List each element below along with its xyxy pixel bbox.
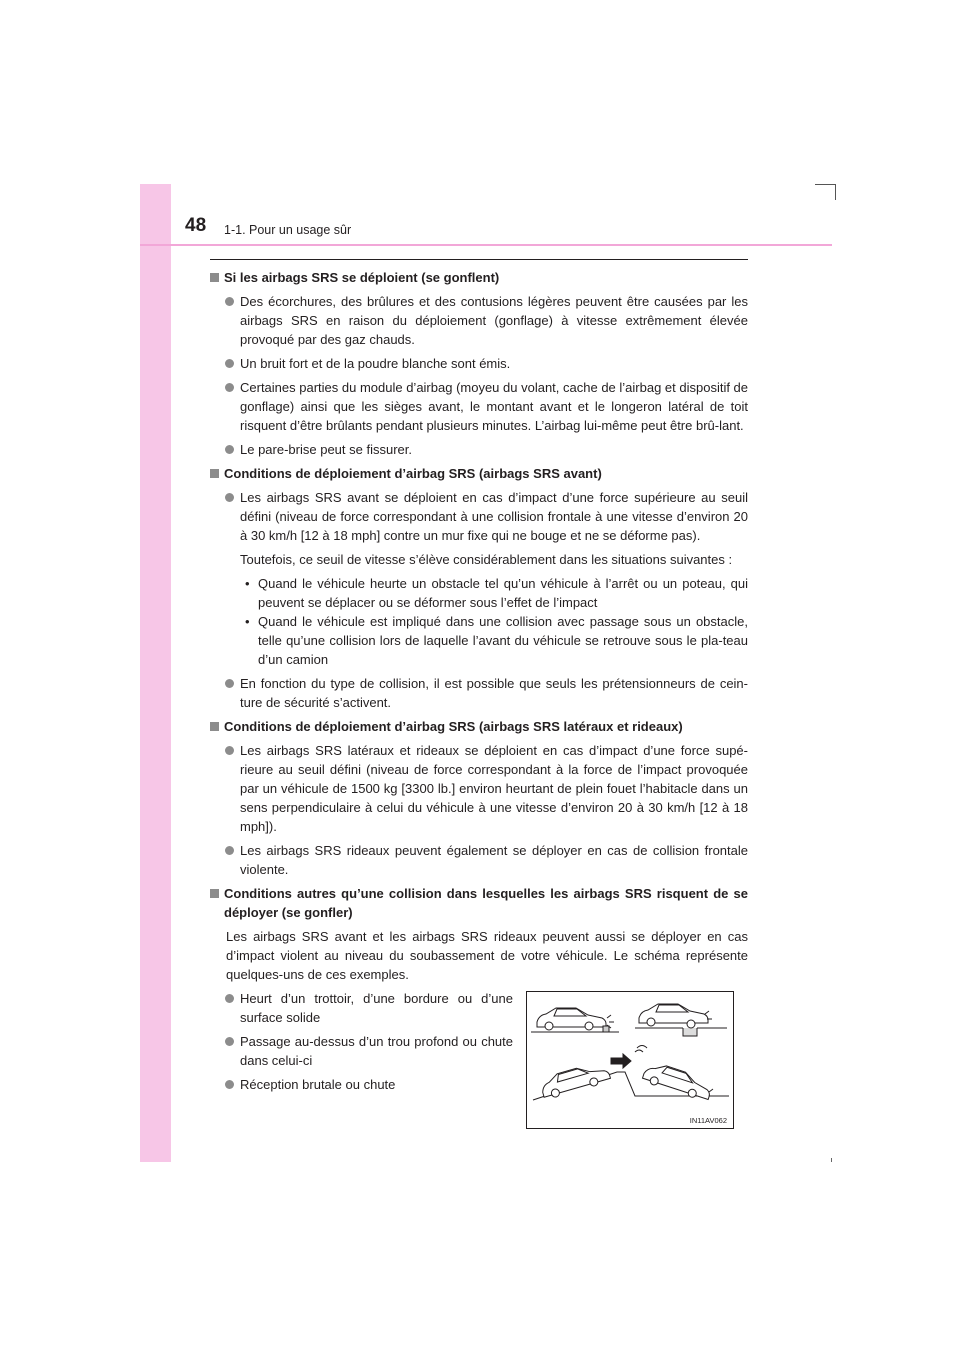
list-item: Les airbags SRS latéraux et rideaux se déploient en cas d’impact d’une force supé-rieure au seuil défini (niveau de force correspondant à la force de l’impact provoquée par un véhicule de 1500 kg [3300 lb.] environ heurtant de plein fouet l’habitacle dans un sens perpendiculaire à celui du véhicule à une vitesse d’environ 20 à 30 km/h [12 à 18 mph]). xyxy=(210,741,748,836)
circle-bullet-icon xyxy=(225,297,234,306)
list-item: En fonction du type de collision, il est possible que seuls les prétensionneurs de cein-ture de sécurité s’activent. xyxy=(210,674,748,712)
crop-mark xyxy=(815,184,835,185)
page-content xyxy=(210,268,748,1149)
list-item: Les airbags SRS rideaux peuvent également se déployer en cas de collision frontale violente. xyxy=(210,841,748,879)
section-heading: Si les airbags SRS se déploient (se gonflent) xyxy=(210,268,748,287)
circle-bullet-icon xyxy=(225,679,234,688)
square-bullet-icon xyxy=(210,722,219,731)
circle-bullet-icon xyxy=(225,445,234,454)
section-heading: Conditions autres qu’une collision dans lesquelles les airbags SRS risquent de se déployer (se gonfler) xyxy=(210,884,748,922)
circle-bullet-icon xyxy=(225,1037,234,1046)
circle-bullet-icon xyxy=(225,846,234,855)
list-item: Réception brutale ou chute xyxy=(210,1075,513,1094)
illustrated-list xyxy=(210,989,748,1149)
page-side-tab xyxy=(140,184,171,1162)
circle-bullet-icon xyxy=(225,383,234,392)
section-title: 1-1. Pour un usage sûr xyxy=(224,223,352,237)
list-item: Certaines parties du module d’airbag (moyeu du volant, cache de l’airbag et dispositif de gonflage) ainsi que les sièges avant, le montant avant et le longeron latéral de toit risquent d’être brûlants pendant plusieurs minutes. L’airbag lui-même peut être brû-lant. xyxy=(210,378,748,435)
list-item: Les airbags SRS avant se déploient en cas d’impact d’une force supérieure au seuil défini (niveau de force correspondant à une collision frontale à une vitesse d’environ 20 à 30 km/h [12 à 18 mph] contre un mur fixe qui ne bouge et ne se déforme pas). xyxy=(210,488,748,545)
example-list xyxy=(210,989,513,1094)
list-item: Des écorchures, des brûlures et des contusions légères peuvent être causées par les airbags SRS en raison du déploiement (gonflage) à vitesse extrêmement élevée provoqué par des gaz chauds. xyxy=(210,292,748,349)
circle-bullet-icon xyxy=(225,359,234,368)
sub-list-item: • Quand le véhicule est impliqué dans une collision avec passage sous un obstacle, telle qu’une collision lors de laquelle l’avant du véhicule se retrouve sous le pla-teau d’un camion xyxy=(245,614,748,667)
car-impact-drawing xyxy=(527,992,733,1128)
crop-mark xyxy=(835,184,836,200)
car-curb-icon xyxy=(531,1008,619,1032)
section-heading: Conditions de déploiement d’airbag SRS (airbags SRS latéraux et rideaux) xyxy=(210,717,748,736)
circle-bullet-icon xyxy=(225,746,234,755)
intro-paragraph: Les airbags SRS avant et les airbags SRS rideaux peuvent aussi se déployer en cas d’impact violent au niveau du soubassement de votre véhicule. Le schéma représente quelques-uns de ces exemples. xyxy=(226,929,748,982)
crop-mark xyxy=(831,1158,832,1162)
section-heading: Conditions de déploiement d’airbag SRS (airbags SRS avant) xyxy=(210,464,748,483)
car-hole-icon xyxy=(635,1004,727,1036)
figure-code: IN11AV062 xyxy=(689,1116,727,1125)
circle-bullet-icon xyxy=(225,493,234,502)
square-bullet-icon xyxy=(210,889,219,898)
header-rule xyxy=(140,244,832,246)
list-item: Un bruit fort et de la poudre blanche sont émis. xyxy=(210,354,748,373)
page-number: 48 xyxy=(185,215,207,236)
car-jump-icon xyxy=(533,1046,729,1103)
sub-list-item: • Quand le véhicule heurte un obstacle tel qu’un véhicule à l’arrêt ou un poteau, qui peuvent se déplacer ou se déformer sous l’effet de l’impact xyxy=(245,576,748,610)
square-bullet-icon xyxy=(210,469,219,478)
list-item: Heurt d’un trottoir, d’une bordure ou d’une surface solide xyxy=(210,989,513,1027)
square-bullet-icon xyxy=(210,273,219,282)
circle-bullet-icon xyxy=(225,1080,234,1089)
content-rule xyxy=(210,259,748,260)
list-item: Le pare-brise peut se fissurer. xyxy=(210,440,748,459)
collision-examples-illustration xyxy=(526,991,734,1129)
note-paragraph: Toutefois, ce seuil de vitesse s’élève considérablement dans les situations suivantes : xyxy=(240,552,733,567)
list-item: Passage au-dessus d’un trou profond ou chute dans celui-ci xyxy=(210,1032,513,1070)
circle-bullet-icon xyxy=(225,994,234,1003)
